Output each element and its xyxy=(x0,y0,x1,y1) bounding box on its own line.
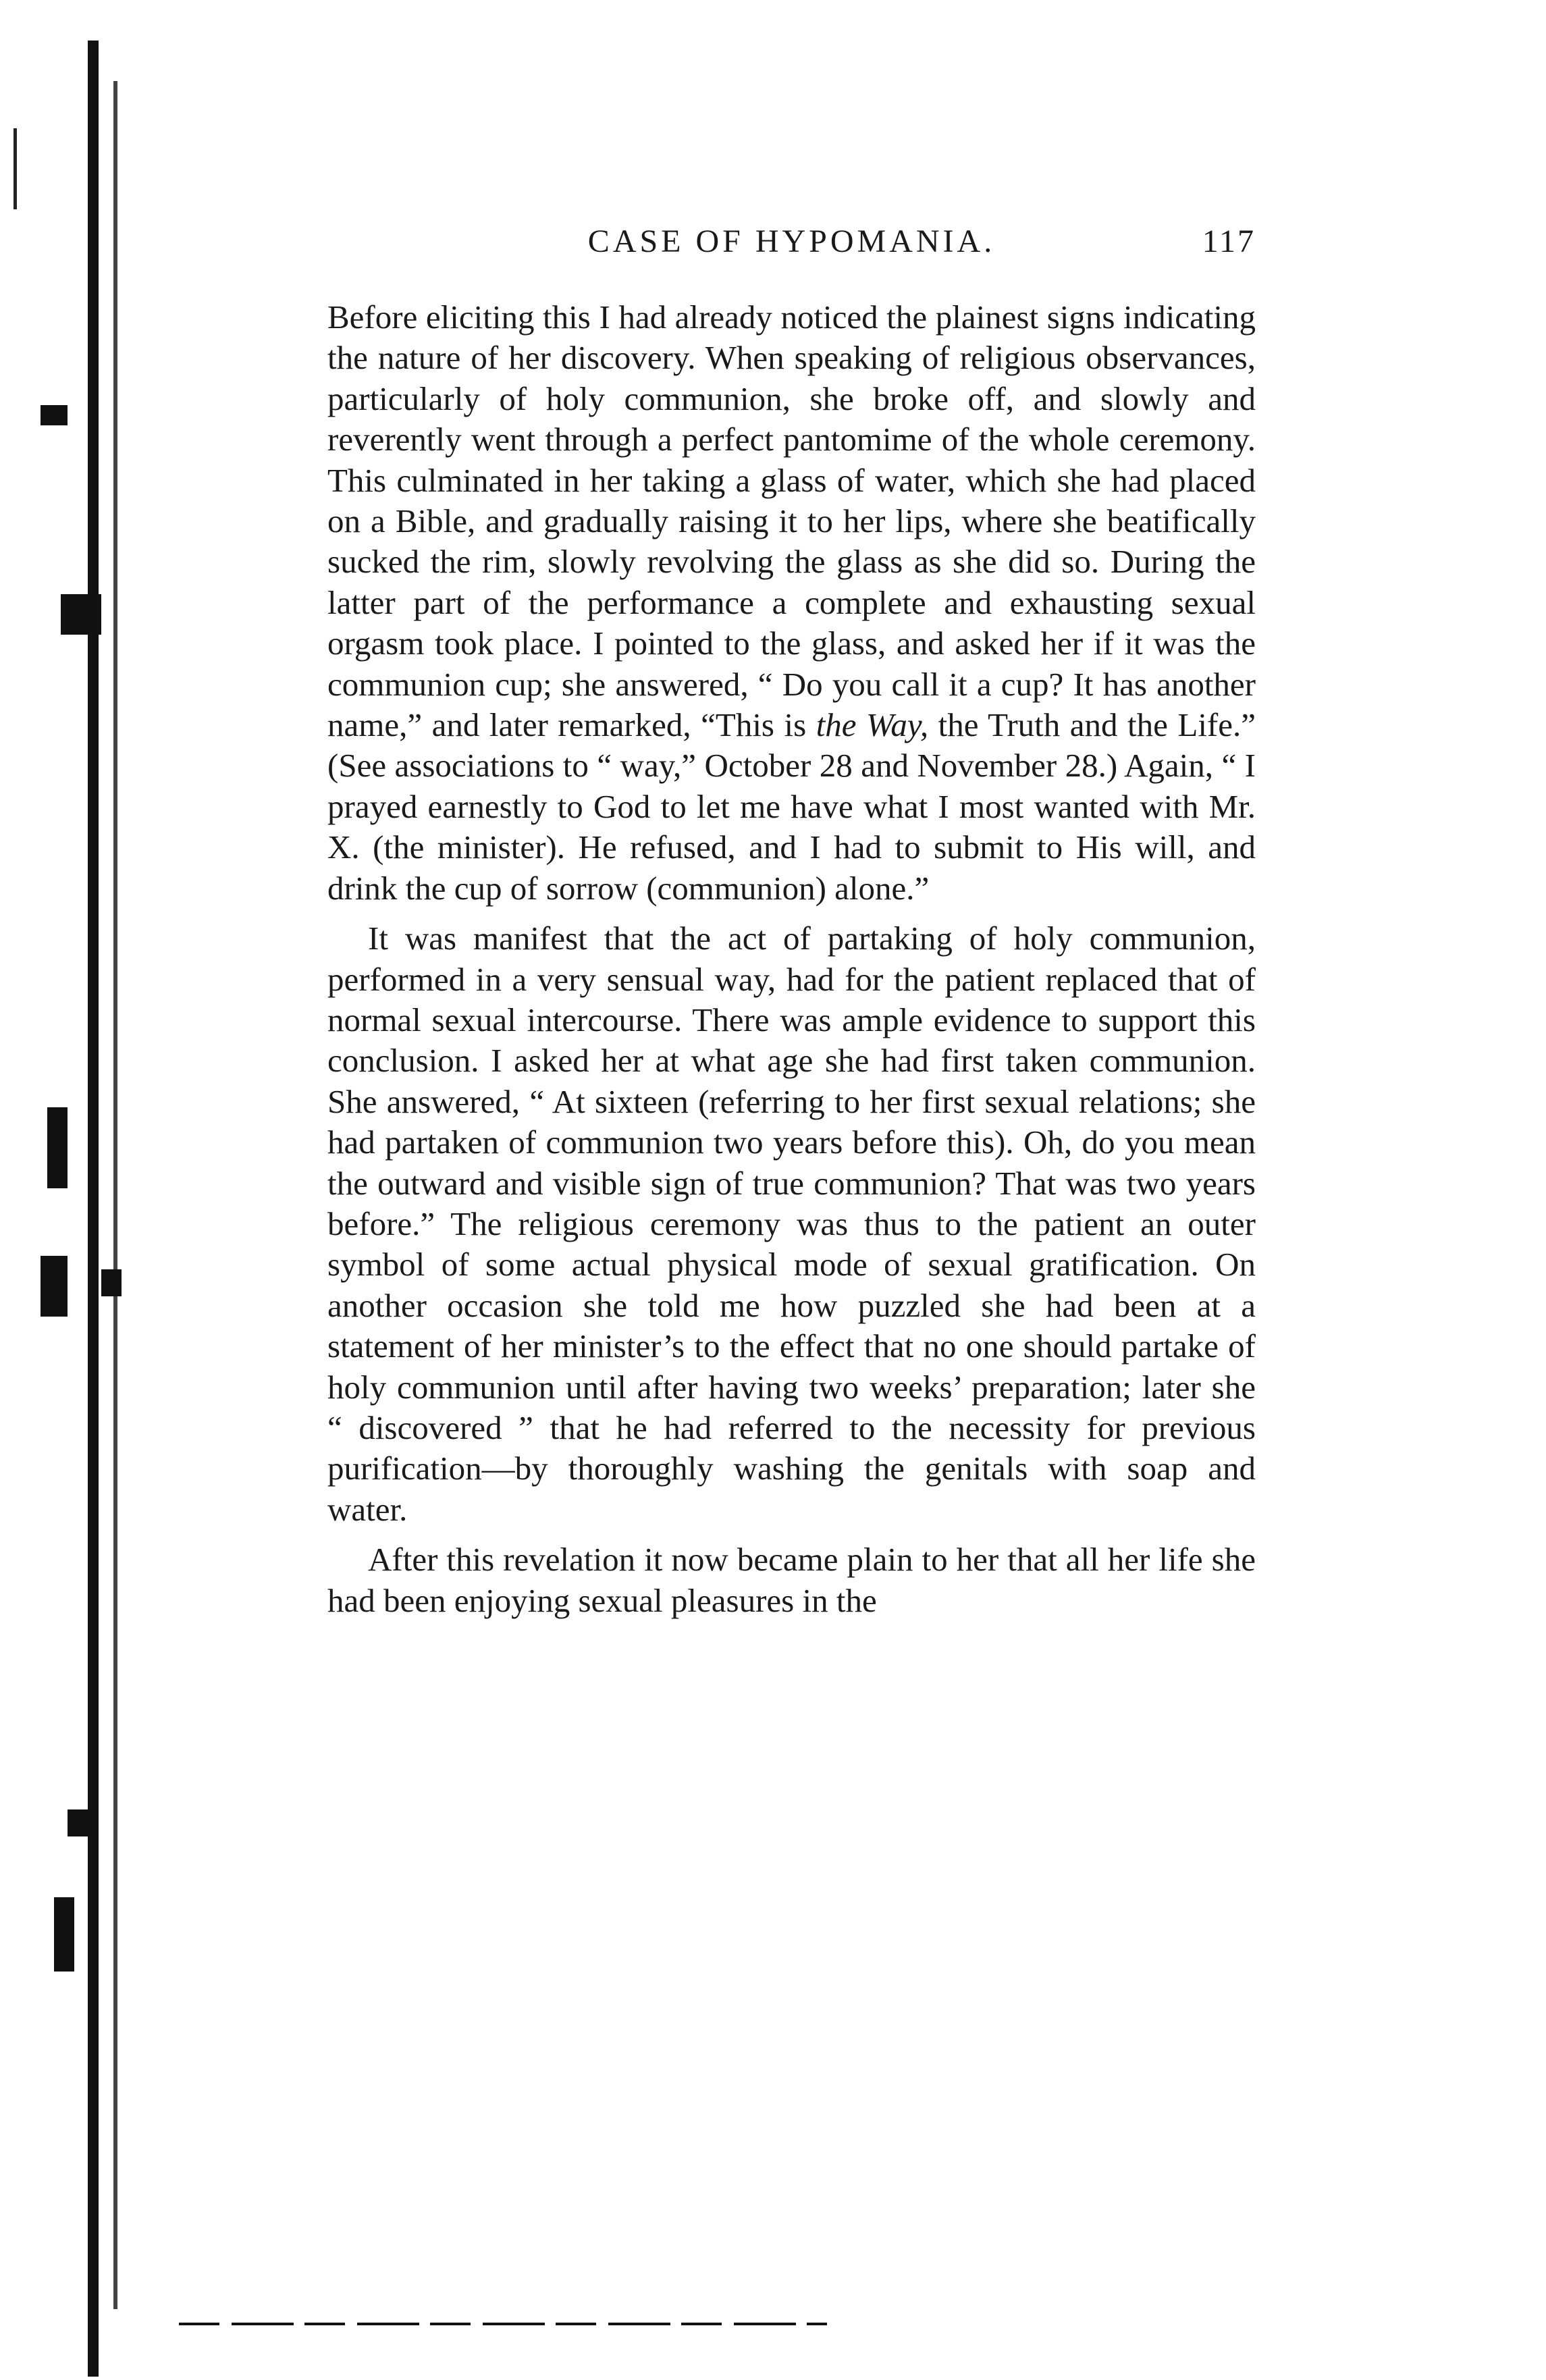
paragraph-text: It was manifest that the act of partaking of holy communion, performed in a very sensual way, had for the patient replaced that of normal sexual intercourse. There was ample evidence to support this conclusion. I asked her at what age she had first taken communion. She answered, “ At sixteen (referring to her first sexual relations; she had partaken of communion two years before this). Oh, do you mean the outward and visible sign of true communion? That was two years before.” The religious ceremony was thus to the patient an outer symbol of some actual physical mode of sexual gratification. On another occasion she told me how puzzled she had been at a statement of her minister’s to the effect that no one should partake of holy communion until after having two weeks’ preparation; later she “ discovered ” that he had referred to the necessity for previous purification—by thoroughly washing the genitals with soap and water. xyxy=(327,920,1256,1528)
binding-shadow xyxy=(0,0,176,2380)
scan-blot xyxy=(47,1107,68,1188)
paragraph xyxy=(327,297,1256,909)
scan-blot xyxy=(41,1256,68,1317)
book-page xyxy=(327,223,1256,1631)
page-number: 117 xyxy=(1202,223,1256,259)
scan-blot xyxy=(61,594,101,635)
scan-blot xyxy=(101,1269,122,1296)
paragraph xyxy=(327,1539,1256,1621)
paragraph xyxy=(327,918,1256,1530)
running-head xyxy=(327,223,1256,270)
paragraph-text: After this revelation it now became plain to her that all her life she had been enjoying sexual pleasures in the xyxy=(327,1541,1256,1619)
italic-text: the Way, xyxy=(816,706,929,744)
scan-blot xyxy=(54,1897,74,1972)
paragraph-text: Before eliciting this I had already noticed the plainest signs indicating the nature of her discovery. When speaking of religious observances, particularly of holy communion, she broke off, and slowly and reverently went through a perfect pantomime of the whole ceremony. This culminated in her taking a glass of water, which she had placed on a Bible, and gradually raising it to her lips, where she beatifically sucked the rim, slowly revolving the glass as she did so. During the latter part of the performance a complete and exhausting sexual orgasm took place. I pointed to the glass, and asked her if it was the communion cup; she answered, “ Do you call it a cup? It has another name,” and later remarked, “This is xyxy=(327,298,1256,744)
running-title: CASE OF HYPOMANIA. xyxy=(587,223,996,259)
scan-blot xyxy=(68,1809,95,1836)
scan-blot xyxy=(41,405,68,425)
binding-edge-line xyxy=(88,41,99,2377)
paragraph-text: the Truth and the Life.” (See associations to “ way,” October 28 and November 28.) Again, “ I prayed earnestly to God to let me have what I most wanted with Mr. X. (the minister). He refused, and I had to submit to His will, and drink the cup of sorrow (communion) alone.” xyxy=(327,706,1256,907)
binding-inner-line xyxy=(113,81,117,2309)
scan-speck xyxy=(14,128,17,209)
bottom-edge-rule xyxy=(179,2323,827,2325)
body-text xyxy=(327,297,1256,1621)
